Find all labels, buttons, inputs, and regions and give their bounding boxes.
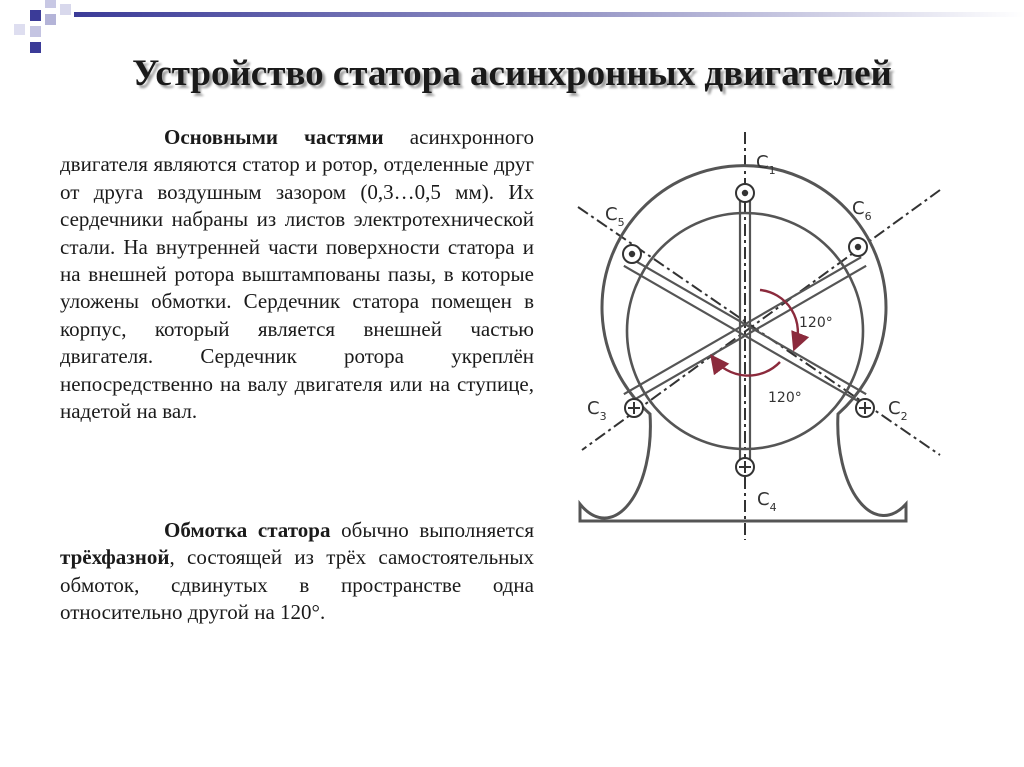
axis-lines <box>578 132 940 540</box>
terminal-c3 <box>625 399 643 417</box>
terminal-c4 <box>736 458 754 476</box>
label-c2: $C_2$ <box>888 398 908 423</box>
terminal-c1 <box>736 184 754 202</box>
angle-arc-lower <box>713 358 780 376</box>
angle-arcs <box>713 290 798 376</box>
decor-square <box>30 10 41 21</box>
decor-square <box>45 0 56 8</box>
terminal-c2 <box>856 399 874 417</box>
winding-lead: Обмотка статора <box>164 518 331 542</box>
decor-square <box>45 14 56 25</box>
winding-text-part2: , состоящей из трёх самостоятельных обмоток, сдвинутых в пространстве одна относительно другой на 120°. <box>60 545 534 625</box>
angle-label-lower: 120° <box>768 390 802 406</box>
slide-corner-decoration <box>0 0 1024 60</box>
terminal-c6 <box>849 238 867 256</box>
terminal-c5 <box>623 245 641 263</box>
decor-square <box>14 24 25 35</box>
paragraph-lead: Основными частями <box>164 125 384 149</box>
slide-title: Устройство статора асинхронных двигателей <box>132 53 892 94</box>
angle-arc-upper <box>760 290 798 347</box>
decor-square <box>60 4 71 15</box>
decor-square <box>30 26 41 37</box>
header-gradient-bar <box>74 12 1024 17</box>
label-c5: $C_5$ <box>605 204 625 229</box>
label-c4: $C_4$ <box>757 489 777 514</box>
paragraph-body: асинхронного двигателя являются статор и ротор, отделенные друг от друга воздушным зазором (0,3…0,5 мм). Их сердечники набраны из листов электротехнической стали. На внутренней части поверхности статора и на внешней ротора выштампованы пазы, в которые уложены обмотки. Сердечник статора помещен в корпус, который является внешней частью двигателя. Сердечник ротора укреплён непосредственно на валу двигателя или на ступице, надетой на вал. <box>60 125 534 424</box>
label-c6: $C_6$ <box>852 198 872 223</box>
winding-bold-word: трёхфазной <box>60 545 170 570</box>
label-c1: $C_1$ <box>756 152 776 177</box>
winding-text-part1: обычно выполняется <box>330 518 534 542</box>
paragraph-construction <box>60 124 534 425</box>
label-c3: $C_3$ <box>587 398 607 423</box>
stator-winding-diagram <box>560 122 960 552</box>
paragraph-winding <box>60 517 534 627</box>
angle-label-upper: 120° <box>799 315 833 331</box>
